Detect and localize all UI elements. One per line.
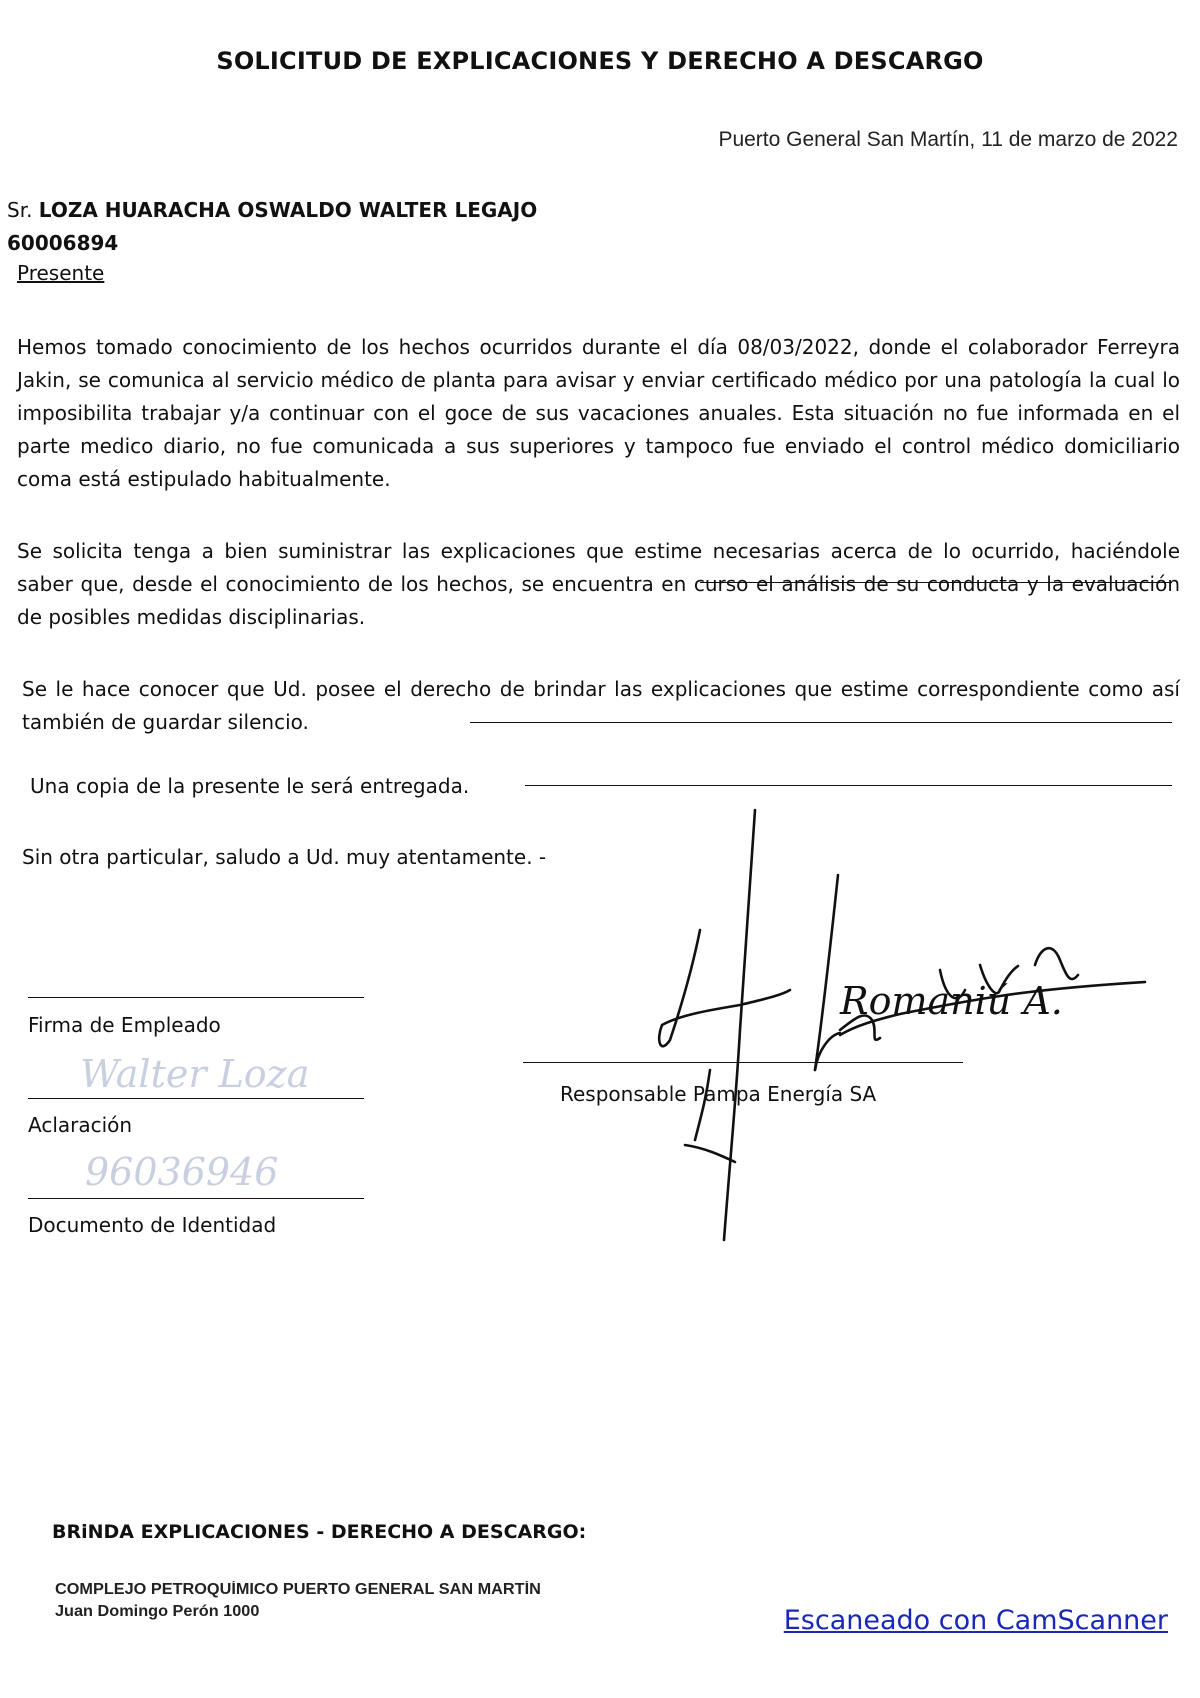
place-date: Puerto General San Martín, 11 de marzo de 2022 <box>718 128 1178 151</box>
company-stamp <box>55 1579 541 1623</box>
addressee-legajo: 60006894 <box>7 231 119 255</box>
paragraph-facts: Hemos tomado conocimiento de los hechos ocurridos durante el día 08/03/2022, donde el colaborador Ferreyra Jakin, se comunica al servicio médico de planta para avisar y enviar certificado médico por una patología la cual lo imposibilita trabajar y/a continuar con el goce de sus vacaciones anuales. Esta situación no fue informada en el parte medico diario, no fue comunicada a sus superiores y tampoco fue enviado el control médico domiciliario coma está estipulado habitualmente. <box>17 335 1180 491</box>
id-document-label: Documento de Identidad <box>28 1213 277 1237</box>
responsible-signature-line <box>523 1062 963 1063</box>
presente-label: Presente <box>17 261 105 285</box>
stamp-line-1: COMPLEJO PETROQUÍMICO PUERTO GENERAL SAN MARTÍN <box>55 1581 541 1598</box>
clarification-line <box>28 1098 364 1099</box>
paragraph-request: Se solicita tenga a bien suministrar las explicaciones que estime necesarias acerca de lo ocurrido, haciéndole saber que, desde el conocimiento de los hechos, se encuentra en curso el análisis de su conducta y la evaluación de posibles medidas disciplinarias. <box>17 539 1180 629</box>
fill-line-1 <box>700 582 1172 583</box>
footer-heading: BRiNDA EXPLICACIONES - DERECHO A DESCARGO: <box>52 1521 587 1543</box>
paragraph-rights: Se le hace conocer que Ud. posee el derecho de brindar las explicaciones que estime correspondiente como así también de guardar silencio. <box>22 677 1180 734</box>
responsible-handwritten-name: Romaniú A. <box>840 979 1063 1023</box>
copy-note: Una copia de la presente le será entregada. <box>30 774 470 798</box>
closing-line: Sin otra particular, saludo a Ud. muy atentamente. - <box>22 845 547 869</box>
fill-line-2 <box>470 722 1172 723</box>
fill-line-3 <box>525 785 1172 786</box>
addressee-prefix: Sr. <box>7 198 39 222</box>
responsible-label: Responsable Pampa Energía SA <box>560 1082 877 1106</box>
handwritten-id-number: 96036946 <box>85 1150 279 1194</box>
document-title: SOLICITUD DE EXPLICACIONES Y DERECHO A DESCARGO <box>216 47 984 75</box>
handwritten-clarification: Walter Loza <box>80 1052 310 1096</box>
addressee-name: LOZA HUARACHA OSWALDO WALTER LEGAJO <box>38 198 538 222</box>
stamp-line-2: Juan Domingo Perón 1000 <box>55 1603 260 1620</box>
id-document-line <box>28 1198 364 1199</box>
handwritten-signature-strokes <box>640 800 1160 1270</box>
addressee-block <box>7 194 537 260</box>
employee-signature-label: Firma de Empleado <box>28 1013 221 1037</box>
camscanner-link[interactable]: Escaneado con CamScanner <box>783 1605 1168 1636</box>
clarification-label: Aclaración <box>28 1113 133 1137</box>
employee-signature-line <box>28 997 364 998</box>
